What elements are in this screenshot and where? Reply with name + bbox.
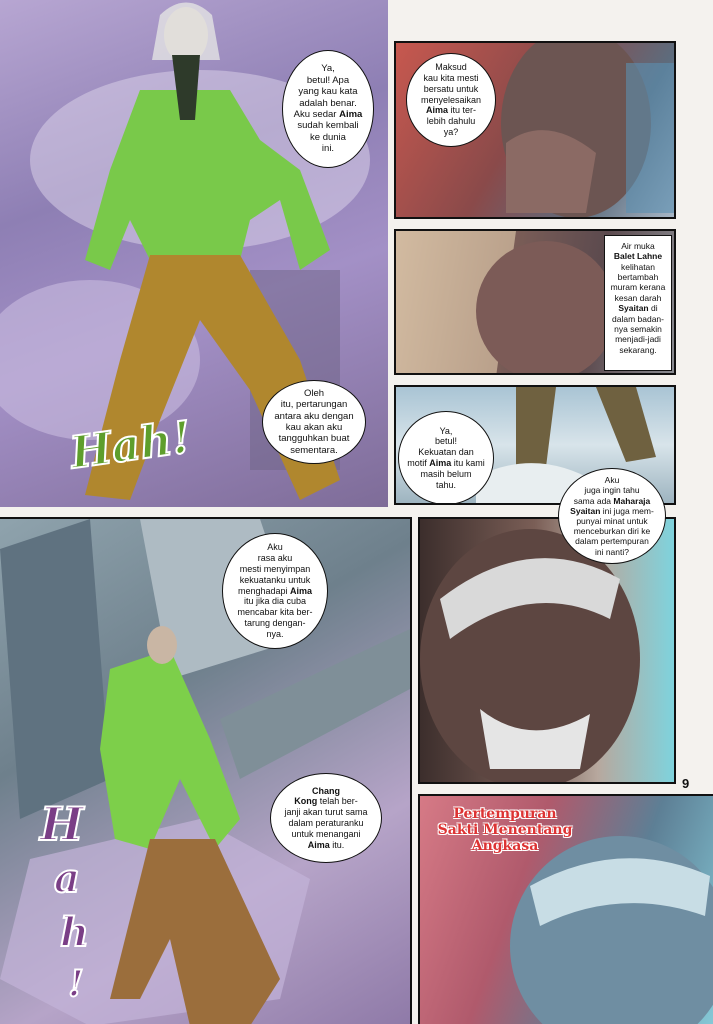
title-line: Pertempuran — [453, 806, 557, 822]
text-line: betul! — [434, 436, 457, 447]
text-line: tahu. — [435, 479, 456, 490]
text-line: itu kami — [451, 458, 485, 468]
text-line: rasa aku — [257, 553, 293, 564]
text-line: Air muka — [621, 241, 655, 251]
sfx-letter: H — [40, 797, 84, 851]
next-story-title — [430, 806, 580, 854]
text-line: bersatu untuk — [423, 83, 479, 94]
text-line: Oleh — [303, 387, 325, 399]
name-aima: Aima — [307, 839, 330, 850]
panel-5 — [0, 517, 412, 1024]
speech-bubble-5a — [222, 533, 328, 649]
title-line: Angkasa — [471, 838, 539, 855]
text-line: untuk menangani — [291, 828, 361, 839]
sfx-letter: h — [60, 909, 90, 956]
name-aima: Aima — [425, 105, 448, 116]
panel-2 — [394, 41, 676, 219]
text-line: sama ada — [573, 495, 614, 506]
text-line: ini juga mem- — [600, 505, 654, 516]
text-line: nya semakin — [614, 323, 662, 334]
text-line: kelihatan — [620, 261, 656, 272]
text-line: Ya, — [439, 425, 453, 436]
text-line: motif — [407, 458, 430, 468]
text-line: kau akan aku — [285, 422, 343, 433]
text-line: nya. — [266, 628, 284, 639]
text-line: sekarang. — [619, 344, 657, 355]
panel-1 — [0, 0, 388, 507]
text-line: bertambah — [617, 272, 659, 283]
speech-bubble-4a — [398, 411, 494, 505]
text-line: tangguhkan buat — [278, 433, 350, 445]
text-line: mencabar kita ber- — [237, 607, 313, 618]
text-line: kekuatanku untuk — [239, 574, 311, 585]
text-line: mesti menyimpan — [239, 564, 311, 574]
name-balet-lahne: Balet Lahne — [613, 251, 663, 262]
text-line: dalam pertempuran — [575, 536, 649, 547]
name-aima: Aima — [290, 585, 313, 596]
text-line: juga ingin tahu — [584, 485, 640, 496]
sound-effect-hah: Hah! — [67, 411, 195, 480]
text-line: lebih dahulu — [426, 116, 476, 127]
text-line: Aku — [604, 475, 620, 486]
next-page-preview — [418, 794, 713, 1024]
speech-bubble-1a — [282, 50, 374, 168]
text-line: janji akan turut sama — [284, 807, 368, 818]
text-line: masih belum — [420, 468, 472, 479]
text-line: ini. — [321, 143, 335, 155]
name-syaitan: Syaitan — [570, 505, 601, 516]
text-line: ke dunia — [310, 131, 346, 143]
text-line: Aku sedar — [293, 109, 340, 120]
name-maharaja: Maharaja — [613, 495, 651, 506]
text-line: itu, pertarungan — [280, 399, 348, 411]
text-line: muram kerana — [610, 282, 666, 293]
text-line: itu ter- — [447, 105, 476, 116]
text-line: menghadapi — [237, 585, 290, 596]
text-line: sementara. — [290, 444, 338, 456]
sfx-letter: ! — [68, 963, 84, 1005]
text-line: dalam peraturanku — [288, 818, 364, 828]
page-number: 9 — [682, 776, 690, 791]
text-line: Kekuatan dan — [418, 447, 474, 458]
speech-bubble-2 — [406, 53, 496, 147]
text-line: Aku — [267, 542, 283, 553]
text-line: itu jika dia cuba — [243, 596, 307, 607]
text-line: tarung dengan- — [244, 617, 306, 628]
text-line: adalah benar. — [299, 97, 357, 109]
text-line: antara aku dengan — [274, 410, 354, 422]
speech-bubble-5b — [270, 773, 382, 863]
name-aima: Aima — [339, 109, 363, 120]
text-line: telah ber- — [317, 796, 358, 807]
text-line: punyai minat untuk — [576, 516, 648, 526]
panel-6-art — [420, 519, 676, 784]
text-line: menjadi-jadi — [615, 334, 661, 345]
speech-bubble-4b — [558, 468, 666, 564]
text-line: menceburkan diri ke — [573, 526, 651, 537]
text-line: yang kau kata — [298, 86, 358, 98]
text-line: sudah kembali — [297, 120, 359, 132]
text-line: kesan darah — [614, 292, 662, 303]
title-line: Sakti Menentang — [437, 822, 573, 839]
name-chang: Chang — [311, 785, 340, 796]
text-line: dalam badan- — [612, 313, 664, 324]
name-kong: Kong — [294, 796, 318, 807]
text-line: betul! Apa — [306, 74, 350, 86]
text-line: di — [648, 303, 658, 314]
name-syaitan: Syaitan — [618, 303, 649, 314]
text-line: Ya, — [321, 63, 335, 75]
name-aima: Aima — [429, 458, 452, 468]
text-line: ya? — [443, 126, 459, 137]
speech-bubble-1b — [262, 380, 366, 464]
caption-box-3 — [604, 235, 672, 371]
text-line: itu. — [329, 839, 345, 850]
text-line: kau kita mesti — [423, 73, 479, 83]
text-line: Maksud — [435, 62, 467, 73]
sfx-letter: a — [54, 855, 80, 902]
panel-3 — [394, 229, 676, 375]
sound-effect-hah-vertical — [40, 797, 100, 1017]
text-line: menyelesaikan — [420, 94, 482, 105]
text-line: ini nanti? — [594, 546, 629, 557]
